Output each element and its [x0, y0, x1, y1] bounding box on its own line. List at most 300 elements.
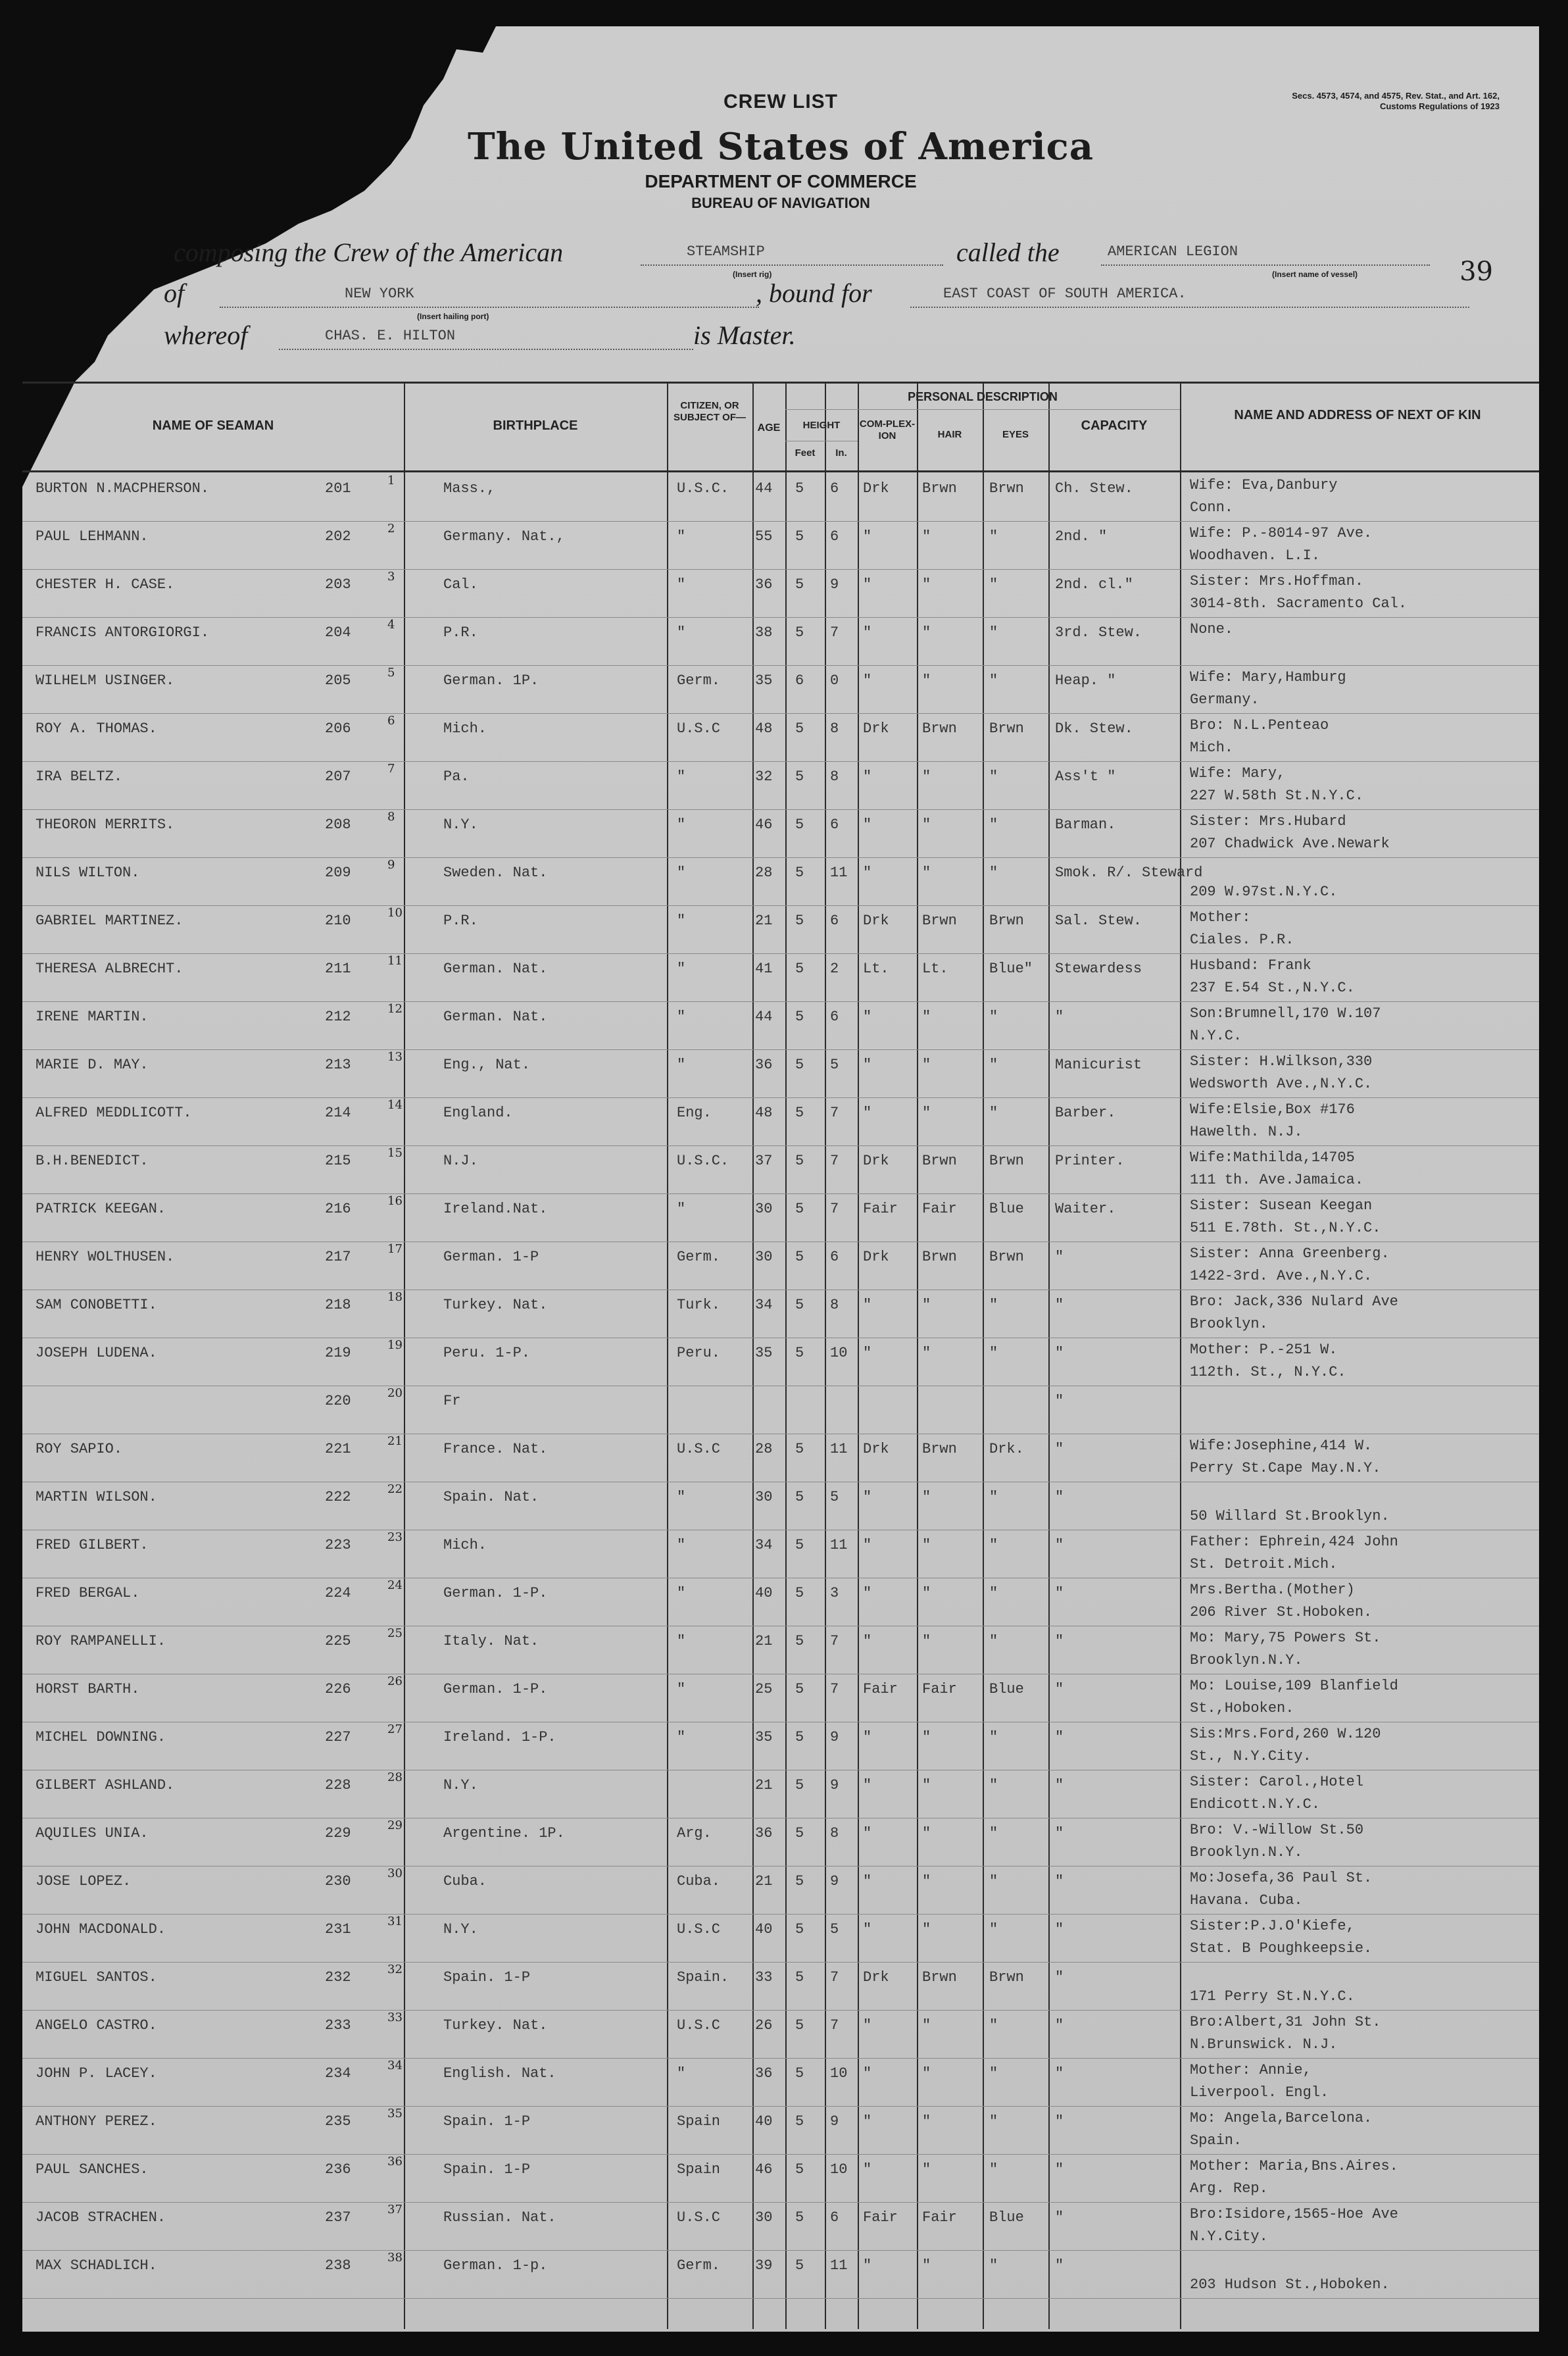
complexion: "	[863, 1489, 872, 1505]
citizenship: Peru.	[677, 1345, 721, 1361]
eye-color: Blue	[989, 1681, 1024, 1697]
table-row	[22, 906, 1539, 952]
crew-number: 225	[325, 1633, 351, 1649]
capacity: "	[1055, 1777, 1064, 1793]
height-inches: 11	[830, 1441, 848, 1457]
crew-number: 207	[325, 768, 351, 785]
age: 40	[755, 1585, 773, 1601]
birthplace: German. 1-P.	[443, 1585, 548, 1601]
hair-color: "	[922, 1921, 931, 1938]
crew-number: 235	[325, 2113, 351, 2130]
crew-number: 234	[325, 2065, 351, 2082]
complexion: "	[863, 624, 872, 641]
crew-number: 229	[325, 1825, 351, 1842]
hair-color: "	[922, 768, 931, 785]
next-of-kin-address: Stat. B Poughkeepsie.	[1190, 1940, 1373, 1957]
table-row	[22, 1963, 1539, 2009]
citizenship: "	[677, 1681, 686, 1697]
crew-number: 226	[325, 1681, 351, 1697]
crew-name: FRANCIS ANTORGIORGI.	[36, 624, 210, 641]
eye-color: Brwn	[989, 720, 1024, 737]
next-of-kin-address: Woodhaven. L.I.	[1190, 547, 1321, 564]
age: 34	[755, 1297, 773, 1313]
form-line-whereof: whereof	[164, 320, 248, 350]
crew-name: GABRIEL MARTINEZ.	[36, 913, 184, 929]
crew-name: JOSEPH LUDENA.	[36, 1345, 157, 1361]
hair-color: Fair	[922, 2209, 957, 2226]
height-inches: 6	[830, 1009, 839, 1025]
crew-name: FRED BERGAL.	[36, 1585, 140, 1601]
eye-color: Blue"	[989, 961, 1033, 977]
birthplace: German. 1-P.	[443, 1681, 548, 1697]
height-inches: 10	[830, 2065, 848, 2082]
age: 48	[755, 720, 773, 737]
next-of-kin-name: Mother: P.-251 W.	[1190, 1341, 1338, 1358]
complexion: "	[863, 1105, 872, 1121]
age: 36	[755, 1057, 773, 1073]
height-inches: 5	[830, 1921, 839, 1938]
crew-number: 213	[325, 1057, 351, 1073]
table-row	[22, 1386, 1539, 1432]
col-header-inches: In.	[835, 447, 847, 459]
table-row	[22, 2155, 1539, 2201]
citizenship: "	[677, 1009, 686, 1025]
crew-number: 233	[325, 2017, 351, 2034]
height-feet: 5	[795, 1969, 804, 1986]
height-inches: 7	[830, 1105, 839, 1121]
crew-name: GILBERT ASHLAND.	[36, 1777, 175, 1793]
height-inches: 6	[830, 816, 839, 833]
next-of-kin-name: Bro: V.-Willow St.50	[1190, 1822, 1364, 1838]
height-feet: 5	[795, 2065, 804, 2082]
next-of-kin-address: St. Detroit.Mich.	[1190, 1556, 1338, 1572]
complexion: "	[863, 2065, 872, 2082]
citizenship: "	[677, 624, 686, 641]
table-row	[22, 1434, 1539, 1480]
crew-name: JOHN P. LACEY.	[36, 2065, 157, 2082]
complexion: "	[863, 816, 872, 833]
hair-color: Fair	[922, 1201, 957, 1217]
complexion: "	[863, 1873, 872, 1890]
next-of-kin-address: 206 River St.Hoboken.	[1190, 1604, 1373, 1620]
table-row	[22, 2011, 1539, 2057]
citizenship: "	[677, 865, 686, 881]
age: 35	[755, 1729, 773, 1745]
height-feet: 5	[795, 1585, 804, 1601]
eye-color: "	[989, 1057, 998, 1073]
hair-color: "	[922, 624, 931, 641]
crew-name: ALFRED MEDDLICOTT.	[36, 1105, 192, 1121]
table-row	[22, 1722, 1539, 1768]
height-feet: 5	[795, 961, 804, 977]
complexion: "	[863, 528, 872, 545]
citizenship: U.S.C	[677, 1441, 721, 1457]
complexion: "	[863, 1297, 872, 1313]
table-row	[22, 1578, 1539, 1624]
complexion: Drk	[863, 480, 889, 497]
birthplace: N.J.	[443, 1153, 478, 1169]
table-row	[22, 1338, 1539, 1384]
col-header-capacity: CAPACITY	[1081, 418, 1148, 433]
next-of-kin-name: Sister: Carol.,Hotel	[1190, 1774, 1364, 1790]
height-feet: 5	[795, 1009, 804, 1025]
citizenship: Turk.	[677, 1297, 721, 1313]
next-of-kin-name: Bro:Isidore,1565-Hoe Ave	[1190, 2206, 1398, 2222]
birthplace: Germany. Nat.,	[443, 528, 565, 545]
line-number: 1	[387, 474, 395, 488]
capacity: 3rd. Stew.	[1055, 624, 1142, 641]
eye-color: Brwn	[989, 913, 1024, 929]
complexion: Drk	[863, 1249, 889, 1265]
age: 21	[755, 1873, 773, 1890]
capacity: Printer.	[1055, 1153, 1125, 1169]
citizenship: U.S.C.	[677, 1153, 729, 1169]
capacity: Stewardess	[1055, 961, 1142, 977]
col-header-height: HEIGHT	[802, 420, 841, 431]
table-row	[22, 1482, 1539, 1528]
capacity: Smok. R/. Steward	[1055, 865, 1203, 881]
citizenship: "	[677, 1201, 686, 1217]
next-of-kin-address: 112th. St., N.Y.C.	[1190, 1364, 1346, 1380]
height-feet: 5	[795, 1633, 804, 1649]
height-feet: 5	[795, 1057, 804, 1073]
line-number: 13	[387, 1050, 403, 1064]
document-title: CREW LIST	[723, 91, 838, 113]
next-of-kin-address: 237 E.54 St.,N.Y.C.	[1190, 980, 1355, 996]
height-feet: 5	[795, 2257, 804, 2274]
next-of-kin-name: Bro: N.L.Penteao	[1190, 717, 1329, 734]
eye-color: "	[989, 2017, 998, 2034]
eye-color: "	[989, 1873, 998, 1890]
eye-color: "	[989, 1633, 998, 1649]
hair-color: "	[922, 865, 931, 881]
next-of-kin-name: Wife: P.-8014-97 Ave.	[1190, 525, 1373, 541]
table-row	[22, 2059, 1539, 2105]
complexion: Fair	[863, 2209, 898, 2226]
birthplace: Spain. 1-P	[443, 1969, 531, 1986]
eye-color: "	[989, 1729, 998, 1745]
birthplace: German. 1-P	[443, 1249, 539, 1265]
height-inches: 8	[830, 768, 839, 785]
citizenship: Eng.	[677, 1105, 712, 1121]
birthplace: German. 1P.	[443, 672, 539, 689]
complexion: Lt.	[863, 961, 889, 977]
line-number: 29	[387, 1818, 403, 1832]
col-header-next-of-kin: NAME AND ADDRESS OF NEXT OF KIN	[1234, 408, 1481, 422]
crew-number: 238	[325, 2257, 351, 2274]
birthplace: English. Nat.	[443, 2065, 556, 2082]
next-of-kin-name: Mrs.Bertha.(Mother)	[1190, 1582, 1355, 1598]
capacity: Barman.	[1055, 816, 1116, 833]
birthplace: Russian. Nat.	[443, 2209, 556, 2226]
height-inches: 9	[830, 2113, 839, 2130]
hair-color: "	[922, 1777, 931, 1793]
row-rule	[22, 2298, 1539, 2299]
col-header-feet: Feet	[795, 447, 816, 459]
eye-color: "	[989, 528, 998, 545]
crew-name: ROY SAPIO.	[36, 1441, 123, 1457]
age: 35	[755, 1345, 773, 1361]
line-number: 19	[387, 1338, 403, 1352]
page-number: 39	[1459, 257, 1493, 287]
eye-color: "	[989, 624, 998, 641]
height-inches: 7	[830, 624, 839, 641]
citizenship: "	[677, 961, 686, 977]
next-of-kin-name: Bro: Jack,336 Nulard Ave	[1190, 1293, 1398, 1310]
height-feet: 5	[795, 2113, 804, 2130]
height-inches: 6	[830, 528, 839, 545]
next-of-kin-address: 111 th. Ave.Jamaica.	[1190, 1172, 1364, 1188]
age: 40	[755, 1921, 773, 1938]
col-header-complexion: COM-PLEX-ION	[859, 418, 916, 441]
next-of-kin-name: Mo:Josefa,36 Paul St.	[1190, 1870, 1373, 1886]
crew-name: SAM CONOBETTI.	[36, 1297, 157, 1313]
crew-name: ROY RAMPANELLI.	[36, 1633, 166, 1649]
hair-color: Brwn	[922, 913, 957, 929]
height-feet: 5	[795, 1681, 804, 1697]
citizenship: Germ.	[677, 1249, 721, 1265]
line-number: 24	[387, 1578, 403, 1592]
master-name: CHAS. E. HILTON	[325, 328, 456, 344]
capacity: "	[1055, 1441, 1064, 1457]
height-inches: 2	[830, 961, 839, 977]
height-inches: 7	[830, 2017, 839, 2034]
complexion: Drk	[863, 1969, 889, 1986]
citizenship: "	[677, 1537, 686, 1553]
table-row	[22, 954, 1539, 1000]
statute-reference: Secs. 4573, 4574, and 4575, Rev. Stat., and Art. 162, Customs Regulations of 1923	[1292, 91, 1500, 111]
crew-number: 209	[325, 865, 351, 881]
table-row	[22, 2251, 1539, 2297]
line-number: 36	[387, 2155, 403, 2168]
height-inches: 10	[830, 2161, 848, 2178]
eye-color: "	[989, 1777, 998, 1793]
crew-name: ANTHONY PEREZ.	[36, 2113, 157, 2130]
next-of-kin-address: 3014-8th. Sacramento Cal.	[1190, 595, 1408, 612]
table-row	[22, 858, 1539, 904]
eye-color: "	[989, 1345, 998, 1361]
citizenship: Spain.	[677, 1969, 729, 1986]
height-inches: 7	[830, 1969, 839, 1986]
citizenship: "	[677, 2065, 686, 2082]
line-number: 28	[387, 1770, 403, 1784]
subheader-rule	[785, 409, 1180, 410]
line-number: 30	[387, 1867, 403, 1880]
complexion: "	[863, 1825, 872, 1842]
height-feet: 6	[795, 672, 804, 689]
crew-number: 216	[325, 1201, 351, 1217]
next-of-kin-address: Perry St.Cape May.N.Y.	[1190, 1460, 1381, 1476]
capacity: "	[1055, 1489, 1064, 1505]
eye-color: "	[989, 865, 998, 881]
capacity: "	[1055, 1393, 1064, 1409]
line-number: 18	[387, 1290, 403, 1304]
crew-number: 227	[325, 1729, 351, 1745]
capacity: "	[1055, 2161, 1064, 2178]
height-feet: 5	[795, 624, 804, 641]
birthplace: Mass.,	[443, 480, 496, 497]
form-line-of: of	[164, 278, 185, 308]
next-of-kin-name: None.	[1190, 621, 1234, 638]
col-header-hair: HAIR	[937, 429, 962, 440]
hailing-port: NEW YORK	[345, 286, 414, 302]
line-number: 17	[387, 1242, 403, 1256]
complexion: "	[863, 1633, 872, 1649]
capacity: "	[1055, 1009, 1064, 1025]
age: 44	[755, 1009, 773, 1025]
crew-number: 214	[325, 1105, 351, 1121]
birthplace: Sweden. Nat.	[443, 865, 548, 881]
next-of-kin-name: Mother:	[1190, 909, 1251, 926]
age: 39	[755, 2257, 773, 2274]
crew-number: 221	[325, 1441, 351, 1457]
crew-name: HORST BARTH.	[36, 1681, 140, 1697]
line-number: 26	[387, 1674, 403, 1688]
hair-color: "	[922, 528, 931, 545]
hair-color: "	[922, 1009, 931, 1025]
age: 40	[755, 2113, 773, 2130]
height-inches: 6	[830, 2209, 839, 2226]
next-of-kin-name: Wife:Mathilda,14705	[1190, 1149, 1355, 1166]
table-row	[22, 810, 1539, 856]
age: 46	[755, 2161, 773, 2178]
citizenship: "	[677, 1633, 686, 1649]
citizenship: U.S.C	[677, 1921, 721, 1938]
height-feet: 5	[795, 1201, 804, 1217]
citizenship: "	[677, 1729, 686, 1745]
bureau-heading: BUREAU OF NAVIGATION	[691, 195, 870, 211]
capacity: "	[1055, 1969, 1064, 1986]
line-number: 15	[387, 1146, 403, 1160]
capacity: "	[1055, 2209, 1064, 2226]
next-of-kin-address: 171 Perry St.N.Y.C.	[1190, 1988, 1355, 2005]
line-number: 3	[387, 570, 395, 584]
age: 36	[755, 1825, 773, 1842]
next-of-kin-name: Father: Ephrein,424 John	[1190, 1534, 1398, 1550]
next-of-kin-name: Mo: Angela,Barcelona.	[1190, 2110, 1373, 2126]
eye-color: "	[989, 1489, 998, 1505]
capacity: Ch. Stew.	[1055, 480, 1133, 497]
rig-note: (Insert rig)	[733, 270, 772, 279]
capacity: Sal. Stew.	[1055, 913, 1142, 929]
height-feet: 5	[795, 913, 804, 929]
capacity: Dk. Stew.	[1055, 720, 1133, 737]
crew-name: MARTIN WILSON.	[36, 1489, 157, 1505]
complexion: Drk	[863, 1441, 889, 1457]
form-line-called-the: called the	[956, 238, 1060, 267]
destination-underline	[910, 307, 1469, 308]
next-of-kin-address: N.Y.C.	[1190, 1028, 1242, 1044]
age: 44	[755, 480, 773, 497]
age: 36	[755, 576, 773, 593]
hair-color: Brwn	[922, 1249, 957, 1265]
age: 21	[755, 913, 773, 929]
birthplace: Eng., Nat.	[443, 1057, 531, 1073]
height-feet: 5	[795, 1249, 804, 1265]
table-row	[22, 1915, 1539, 1961]
birthplace: Cal.	[443, 576, 478, 593]
next-of-kin-name: Sister: Mrs.Hoffman.	[1190, 573, 1364, 589]
crew-number: 228	[325, 1777, 351, 1793]
eye-color: Brwn	[989, 1249, 1024, 1265]
capacity: "	[1055, 2065, 1064, 2082]
eye-color: "	[989, 1825, 998, 1842]
age: 30	[755, 1201, 773, 1217]
form-line-crew-of: composing the Crew of the American	[174, 238, 564, 267]
height-feet: 5	[795, 768, 804, 785]
next-of-kin-address: 1422-3rd. Ave.,N.Y.C.	[1190, 1268, 1373, 1284]
next-of-kin-name: Son:Brumnell,170 W.107	[1190, 1005, 1381, 1022]
hair-color: "	[922, 672, 931, 689]
height-inches: 8	[830, 720, 839, 737]
next-of-kin-address: St.,Hoboken.	[1190, 1700, 1294, 1717]
next-of-kin-address: 50 Willard St.Brooklyn.	[1190, 1508, 1390, 1524]
crew-name: IRA BELTZ.	[36, 768, 123, 785]
age: 37	[755, 1153, 773, 1169]
complexion: "	[863, 1009, 872, 1025]
height-feet: 5	[795, 816, 804, 833]
age: 21	[755, 1633, 773, 1649]
eye-color: "	[989, 1009, 998, 1025]
age: 26	[755, 2017, 773, 2034]
line-number: 35	[387, 2107, 403, 2120]
height-inches: 6	[830, 1249, 839, 1265]
next-of-kin-name: Sister:P.J.O'Kiefe,	[1190, 1918, 1355, 1934]
crew-number: 232	[325, 1969, 351, 1986]
age: 21	[755, 1777, 773, 1793]
next-of-kin-name: Sister: Anna Greenberg.	[1190, 1245, 1390, 1262]
height-feet: 5	[795, 480, 804, 497]
next-of-kin-name: Mother: Maria,Bns.Aires.	[1190, 2158, 1398, 2174]
age: 35	[755, 672, 773, 689]
height-inches: 9	[830, 1777, 839, 1793]
crew-table	[22, 382, 1539, 2329]
crew-number: 202	[325, 528, 351, 545]
hair-color: Fair	[922, 1681, 957, 1697]
complexion: "	[863, 2161, 872, 2178]
next-of-kin-address: 207 Chadwick Ave.Newark	[1190, 836, 1390, 852]
citizenship: U.S.C	[677, 2209, 721, 2226]
height-feet: 5	[795, 1873, 804, 1890]
hair-color: "	[922, 1729, 931, 1745]
eye-color: "	[989, 576, 998, 593]
birthplace: German. Nat.	[443, 961, 548, 977]
crew-name: HENRY WOLTHUSEN.	[36, 1249, 175, 1265]
crew-name: NILS WILTON.	[36, 865, 140, 881]
crew-name: BURTON N.MACPHERSON.	[36, 480, 210, 497]
age: 30	[755, 2209, 773, 2226]
capacity: "	[1055, 1873, 1064, 1890]
crew-number: 231	[325, 1921, 351, 1938]
table-row	[22, 522, 1539, 568]
hair-color: "	[922, 576, 931, 593]
next-of-kin-name: Wife:Elsie,Box #176	[1190, 1101, 1355, 1118]
crew-number: 212	[325, 1009, 351, 1025]
next-of-kin-address: Havana. Cuba.	[1190, 1892, 1303, 1909]
master-underline	[279, 349, 693, 350]
capacity: "	[1055, 1825, 1064, 1842]
height-feet: 5	[795, 2209, 804, 2226]
crew-name: B.H.BENEDICT.	[36, 1153, 149, 1169]
height-inches: 8	[830, 1297, 839, 1313]
complexion: "	[863, 2017, 872, 2034]
table-row	[22, 1867, 1539, 1913]
line-number: 27	[387, 1722, 403, 1736]
age: 48	[755, 1105, 773, 1121]
height-inches: 9	[830, 1729, 839, 1745]
table-row	[22, 2107, 1539, 2153]
age: 36	[755, 2065, 773, 2082]
